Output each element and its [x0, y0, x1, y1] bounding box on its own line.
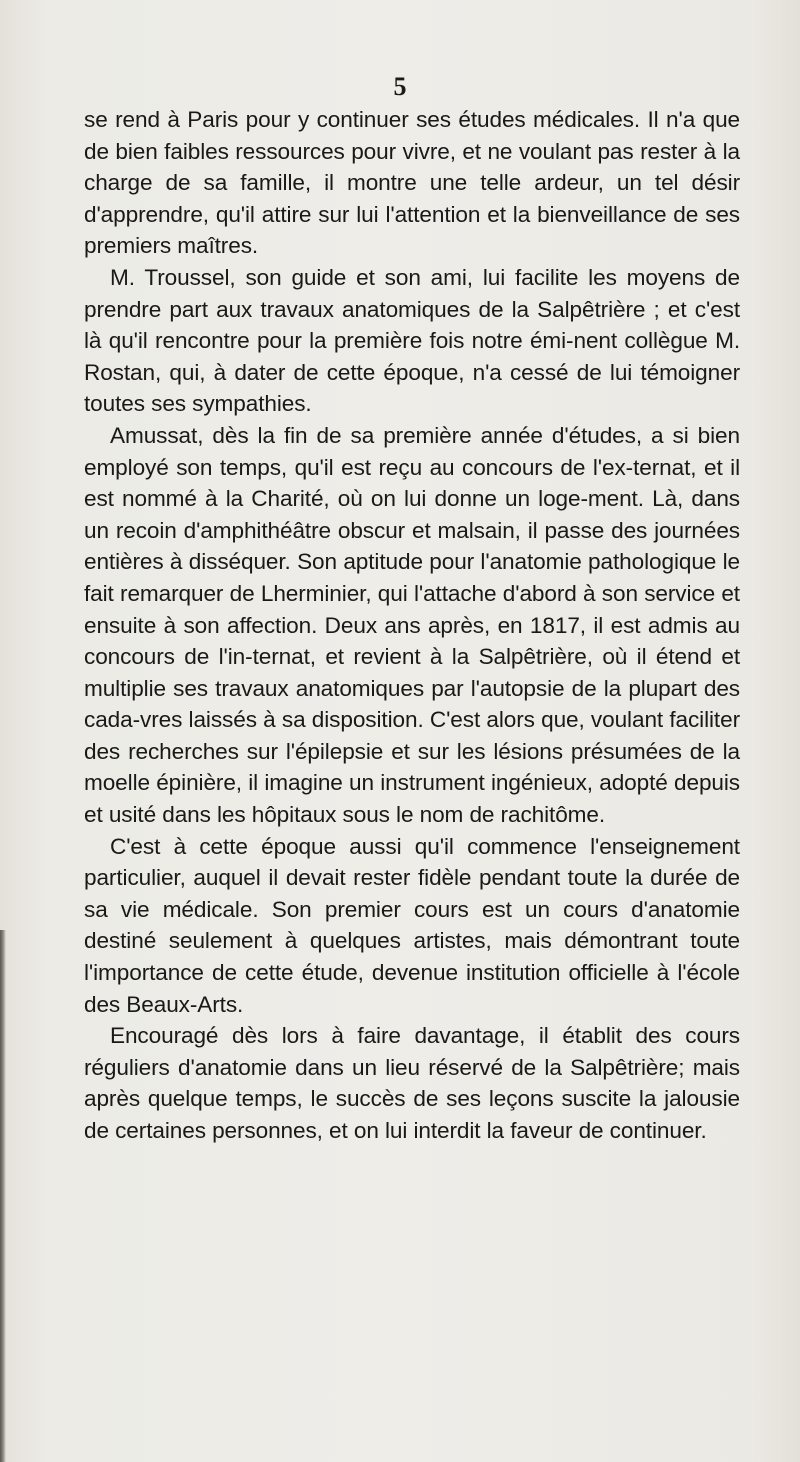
paragraph-1: se rend à Paris pour y continuer ses études médicales. Il n'a que de bien faibles ressources pour vivre, et ne voulant pas rester à la charge de sa famille, il montre une telle ardeur, un tel désir d'apprendre, qu'il attire sur lui l'attention et la bienveillance de ses premiers maîtres. [84, 107, 740, 259]
page-edge-shadow [0, 930, 6, 1462]
paragraph-4: C'est à cette époque aussi qu'il commence l'enseignement particulier, auquel il devait rester fidèle pendant toute la durée de sa vie médicale. Son premier cours est un cours d'anatomie destiné seulement à quelques artistes, mais démontrant toute l'importance de cette étude, devenue institution officielle à l'école des Beaux-Arts. [84, 833, 740, 1017]
paragraph-2: M. Troussel, son guide et son ami, lui facilite les moyens de prendre part aux travaux anatomiques de la Salpêtrière ; et c'est là qu'il rencontre pour la première fois notre émi-nent collègue M. Rostan, qui, à dater de cette époque, n'a cessé de lui témoigner toutes ses sympathies. [84, 264, 740, 417]
paragraph-3: Amussat, dès la fin de sa première année d'études, a si bien employé son temps, qu'il est reçu au concours de l'ex-ternat, et il est nommé à la Charité, où on lui donne un loge-ment. Là, dans un recoin d'amphithéâtre obscur et malsain, il passe des journées entières à disséquer. Son aptitude pour l'anatomie pathologique le fait remarquer de Lherminier, qui l'attache d'abord à son service et ensuite à son affection. Deux ans après, en 1817, il est admis au concours de l'in-ternat, et revient à la Salpêtrière, où il étend et multiplie ses travaux anatomiques par l'autopsie de la plupart des cada-vres laissés à sa disposition. C'est alors que, voulant faciliter des recherches sur l'épilepsie et sur les lésions présumées de la moelle épinière, il imagine un instrument ingénieux, adopté depuis et usité dans les hôpitaux sous le nom de rachitôme. [84, 422, 740, 828]
page-number: 5 [393, 72, 407, 101]
body-text [84, 104, 740, 1147]
paragraph-5: Encouragé dès lors à faire davantage, il établit des cours réguliers d'anatomie dans un lieu réservé de la Salpêtrière; mais après quelque temps, le succès de ses leçons suscite la jalousie de certaines personnes, et on lui interdit la faveur de continuer. [84, 1023, 740, 1143]
